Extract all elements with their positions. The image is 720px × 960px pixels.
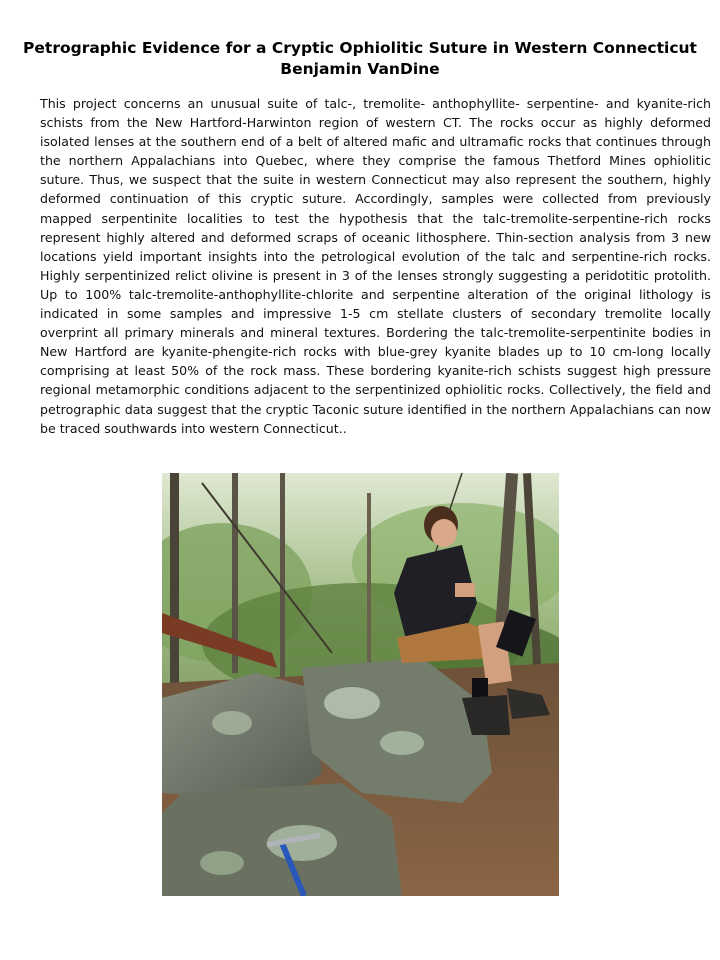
field-photo-illustration: [162, 473, 559, 896]
document-title: Petrographic Evidence for a Cryptic Ophiolitic Suture in Western Connecticut: [23, 39, 697, 57]
title-block: [0, 38, 720, 80]
document-author: Benjamin VanDine: [280, 60, 440, 78]
abstract-paragraph: This project concerns an unusual suite of talc-, tremolite- anthophyllite- serpentine- and kyanite-rich schists from the New Hartford-Harwinton region of western CT. The rocks occur as highly deformed isolated lenses at the southern end of a belt of altered mafic and ultramafic rocks that continues through the northern Appalachians into Quebec, where they comprise the famous Thetford Mines ophiolitic suture. Thus, we suspect that the suite in western Connecticut may also represent the southern, highly deformed continuation of this cryptic suture. Accordingly, samples were collected from previously mapped serpentinite localities to test the hypothesis that the talc-tremolite-serpentine-rich rocks represent highly altered and deformed scraps of oceanic lithosphere. Thin-section analysis from 3 new locations yield important insights into the petrological evolution of the talc and serpentine-rich rocks. Highly serpentinized relict olivine is present in 3 of the lenses strongly suggesting a peridotitic protolith. Up to 100% talc-tremolite-anthophyllite-chlorite and serpentine alteration of the original lithology is indicated in some samples and impressive 1-5 cm stellate clusters of secondary tremolite locally overprint all primary minerals and mineral textures. Bordering the talc-tremolite-serpentinite bodies in New Hartford are kyanite-phengite-rich rocks with blue-grey kyanite blades up to 10 cm-long locally comprising at least 50% of the rock mass. These bordering kyanite-rich schists suggest high pressure regional metamorphic conditions adjacent to the serpentinized ophiolitic rocks. Collectively, the field and petrographic data suggest that the cryptic Taconic suture identified in the northern Appalachians can now be traced southwards into western Connecticut..: [40, 96, 711, 436]
field-photo: [162, 473, 559, 896]
